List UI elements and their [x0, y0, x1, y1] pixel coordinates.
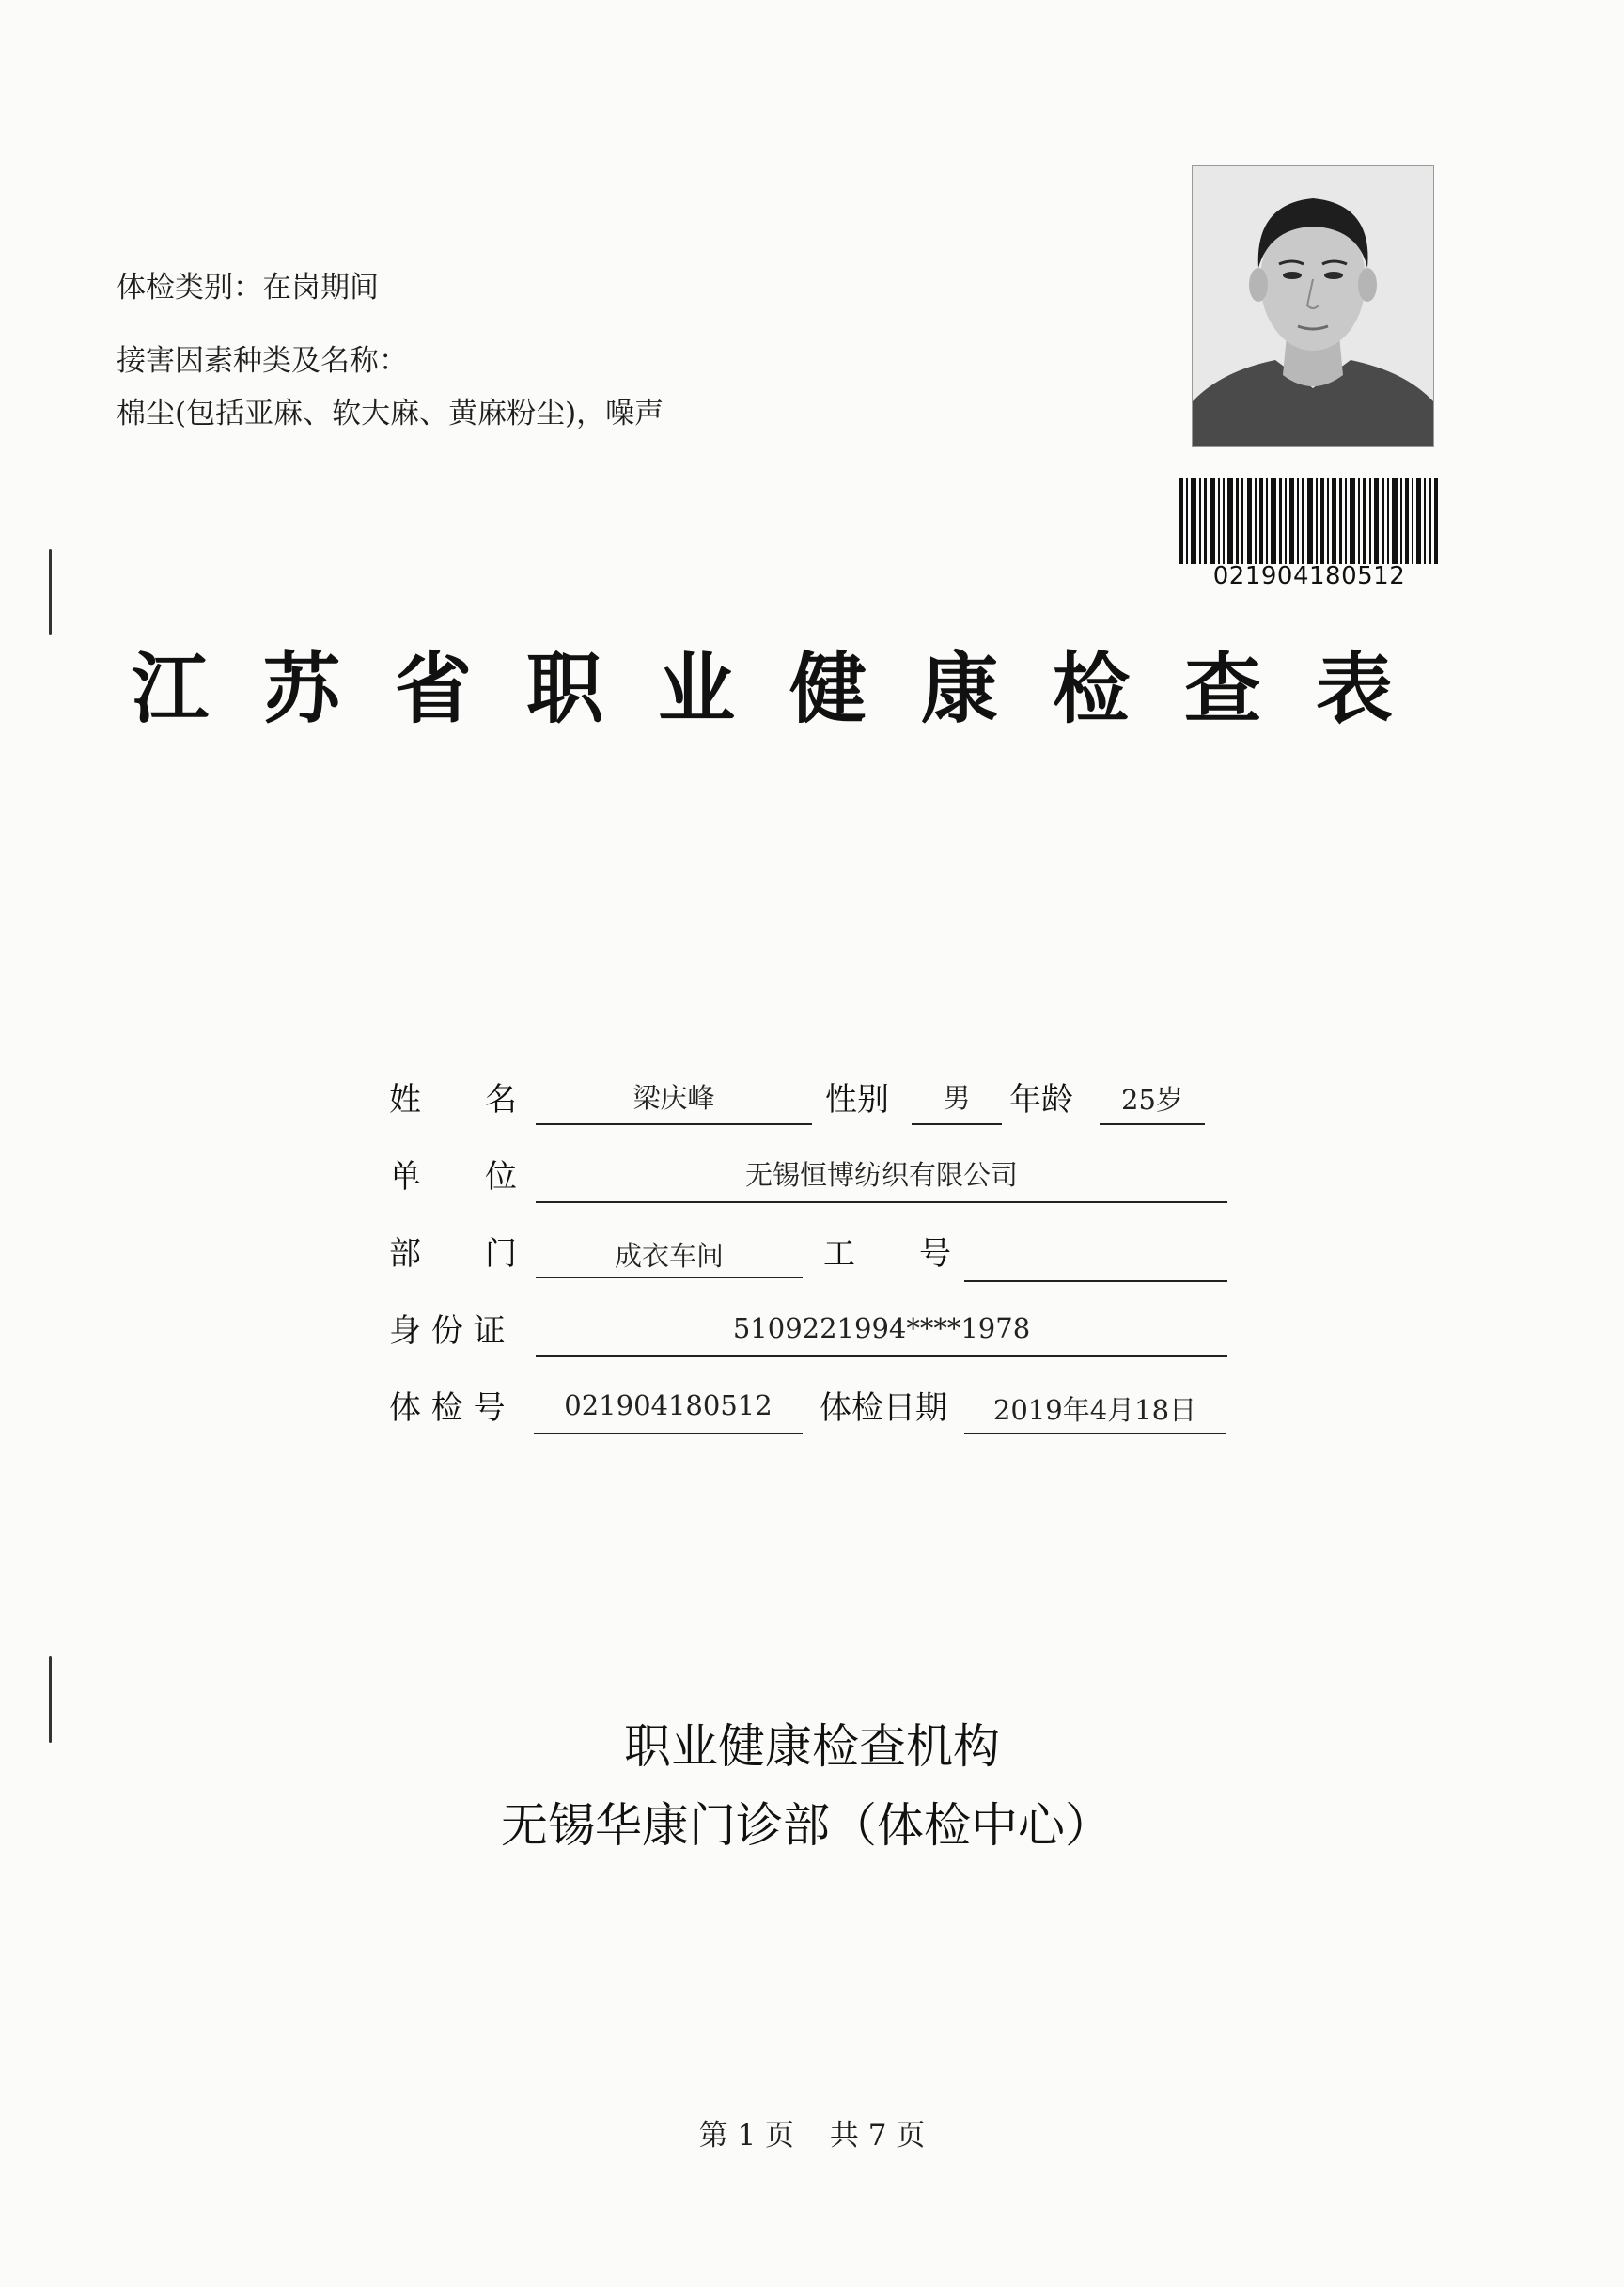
institution-heading: 职业健康检查机构 — [624, 1719, 1000, 1774]
applicant-photo — [1192, 165, 1434, 447]
id-underline — [536, 1355, 1227, 1357]
exam-date-label: 体检日期 — [820, 1389, 947, 1427]
exam-type-value: 在岗期间 — [262, 271, 379, 305]
exam-date-value: 2019年4月18日 — [992, 1394, 1197, 1426]
binding-mark-top — [49, 549, 52, 635]
barcode — [1178, 478, 1441, 564]
barcode-number: 021904180512 — [1212, 562, 1406, 590]
unit-label: 单 位 — [389, 1158, 517, 1196]
age-underline — [1100, 1123, 1205, 1125]
exam-no-underline — [534, 1433, 803, 1434]
document-title: 江苏省职业健康检查表 — [131, 645, 1447, 734]
exam-no-value: 021904180512 — [564, 1389, 773, 1421]
institution-name: 无锡华康门诊部（体检中心） — [501, 1798, 1112, 1853]
dept-value: 成衣车间 — [614, 1240, 724, 1272]
worker-no-label: 工 号 — [823, 1235, 951, 1273]
id-value: 5109221994****1978 — [732, 1312, 1031, 1344]
hazard-value: 棉尘(包括亚麻、软大麻、黄麻粉尘)，噪声 — [117, 397, 664, 431]
worker-no-underline — [964, 1280, 1227, 1282]
exam-date-underline — [964, 1433, 1226, 1434]
hazard-label: 接害因素种类及名称： — [117, 344, 408, 378]
page-total: 共 7 页 — [829, 2119, 926, 2153]
page-current: 第 1 页 — [698, 2119, 795, 2153]
unit-underline — [536, 1201, 1227, 1203]
sex-underline — [912, 1123, 1002, 1125]
id-label: 身 份 证 — [389, 1312, 506, 1350]
sex-value: 男 — [943, 1082, 971, 1114]
unit-value: 无锡恒博纺织有限公司 — [744, 1159, 1018, 1191]
name-underline — [536, 1123, 812, 1125]
sex-label: 性别 — [825, 1081, 889, 1119]
page-indicator — [0, 2111, 1624, 2154]
dept-label: 部 门 — [389, 1235, 517, 1273]
exam-type — [117, 263, 379, 305]
name-value: 梁庆峰 — [632, 1082, 715, 1114]
age-label: 年龄 — [1009, 1081, 1073, 1119]
dept-underline — [536, 1277, 803, 1278]
exam-type-label: 体检类别： — [117, 271, 262, 305]
age-value: 25岁 — [1121, 1084, 1183, 1116]
exam-no-label: 体 检 号 — [389, 1389, 506, 1427]
name-label: 姓 名 — [389, 1081, 517, 1119]
